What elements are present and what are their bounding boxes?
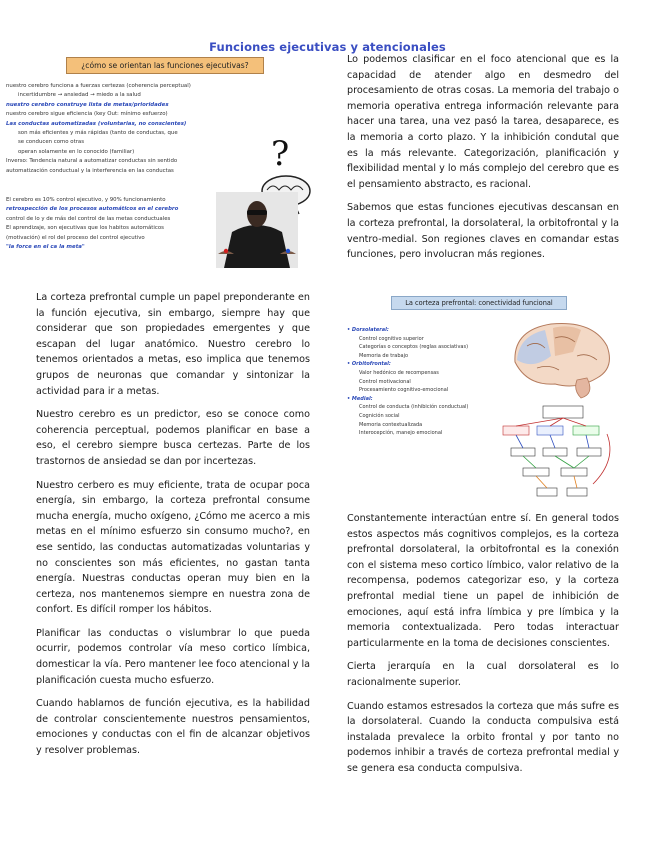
blue-pill-icon	[286, 249, 290, 253]
figure-bullet-list	[347, 326, 507, 438]
paragraph: Constantemente interactúan entre sí. En general todos estos aspectos más cognitivos complejos, es la corteza prefrontal dorsolateral, la orbitofrontal es la conexión con el sistema meso cortico límbico, valor relativo de la recompensa, podemos categorizar eso, y la corteza prefrontal medial tiene un papel de inhibición de emociones, aquí está infra límbica y pre límbica y la memoria contextualizada. Pero todas interactuar particularmente en la toma de decisiones conscientes.	[347, 513, 619, 649]
figure-executive-functions	[6, 57, 326, 267]
figure-bullet-item: El aprendizaje, son ejecutivas que los habitos automáticos	[6, 225, 164, 232]
figure-bullet-item: Interocepción, manejo emocional	[359, 430, 443, 437]
figure-bullet-item: Categorías o conceptos (reglas asociativas)	[359, 344, 469, 351]
paragraph: Nuestro cerbero es muy eficiente, trata de ocupar poca energía, sin embargo, la corteza prefrontal consume mucha energía, mucho oxígeno, ¿Cómo me acerco a mis metas en el mínimo esfuerzo sin consumo mucho?, en ese sentido, las conductas automatizadas voluntarias y no conscientes son más eficientes, no gastan tanta energía. Nuestras conductas operan muy bien en la certeza, nos mantenemos siempre en nuestra zona de confort. Es difícil romper los hábitos.	[36, 479, 310, 616]
left-text-column	[36, 290, 310, 767]
figure-bullet-item: nuestro cerebro funciona a fuerzas certezas (coherencia perceptual)	[6, 83, 191, 89]
figure-bullet-list	[6, 82, 246, 176]
figure-bullet-item: (motivación) el rol del proceso del control ejecutivo	[6, 234, 145, 241]
figure-heading: ¿cómo se orientan las funciones ejecutivas?	[66, 57, 264, 74]
paragraph: Lo podemos clasificar en el foco atencional que es la capacidad de atender algo en desmedro del procesamiento de otras cosas. La memoria del trabajo o memoria operativa entrega información relevante para hacer una tarea, una vez pasó la tarea, desaparece, es la memoria a corto plazo. Y la inhibición condutal que es la más relevante. Categorización, planificación y flexibilidad mental y lo más complejo del cerebro que es el pensamiento abstracto, es racional.	[347, 54, 619, 190]
right-text-column-top	[347, 52, 619, 271]
figure-bullet-item: • Medial:	[347, 395, 373, 402]
figure-bullet-item: nuestro cerebro sigue eficiencia (key Out: mínimo esfuerzo)	[6, 111, 168, 118]
figure-bullet-item: Memoria de trabajo	[359, 352, 409, 359]
figure-bullet-item: Control cognitivo superior	[359, 335, 424, 342]
figure-bullet-item: • Dorsolateral:	[347, 327, 389, 333]
figure-bullet-item: El cerebro es 10% control ejecutivo, y 90% funcionamiento	[6, 197, 166, 203]
paragraph: Planificar las conductas o vislumbrar lo que pueda ocurrir, podemos controlar vía meso cortico límbica, domesticar la vía. Pero mantener lee foco atencional y la planificación cuesta mucho esfuerzo.	[36, 627, 310, 686]
figure-bullet-list	[6, 196, 206, 252]
figure-bullet-item: "la force en el ca la meta"	[6, 244, 85, 251]
figure-bullet-item: Cognición social	[359, 412, 400, 419]
figure-bullet-item: nuestro cerebro construye lista de metas/prioridades	[6, 101, 169, 108]
figure-bullet-item: Inverso: Tendencia natural a automatizar conductas sin sentido	[6, 158, 178, 165]
figure-bullet-item: operan solamente en lo conocido (familiar)	[18, 148, 135, 155]
figure-bullet-item: se conducen como otras	[18, 139, 85, 146]
figure-bullet-item: Las conductas automatizadas (voluntarias, no conscientes)	[6, 120, 187, 127]
connectivity-diagram	[497, 404, 619, 500]
paragraph: Nuestro cerebro es un predictor, eso se conoce como coherencia perceptual, podemos planificar en base a eso, el cerebro siempre busca certezas. Parte de los trastornos de ansiedad se dan por incertezas.	[36, 409, 310, 467]
figure-bullet-item: Valor hedónico de recompensas	[359, 369, 439, 376]
figure-bullet-item: retrospección de los procesos automáticos en el cerebro	[6, 206, 179, 213]
figure-bullet-item: automatización conductual y la interferencia en las conductas	[6, 167, 174, 174]
figure-bullet-item: Control motivacional	[359, 378, 411, 385]
figure-bullet-item: Procesamiento cognitivo-emocional	[359, 387, 449, 394]
figure-bullet-item: • Orbitofrontal:	[347, 361, 391, 368]
paragraph: La corteza prefrontal cumple un papel preponderante en la función ejecutiva, sin embargo, siempre hay que considerar que son propiedades emergentes y que escapan del lugar anatómico. Nuestro cerebro lo tenemos orientados a metas, eso implica que tenemos grupos de neuronas que comandar y sintonizar la actividad para ir a metas.	[36, 292, 310, 397]
figure-bullet-item: son más eficientes y más rápidas (tanto de conductas, que	[18, 130, 178, 137]
red-pill-icon	[224, 249, 228, 253]
right-text-column-bottom	[347, 511, 619, 785]
figure-bullet-item: Control de conducta (inhibición conductual)	[359, 404, 469, 411]
paragraph: Cuando hablamos de función ejecutiva, es la habilidad de controlar conscientemente nuestros pensamientos, emociones y conductas con el fin de alcanzar objetivos y resolver problemas.	[36, 698, 310, 757]
paragraph: Cuando estamos estresados la corteza que más sufre es la dorsolateral. Cuando la conducta compulsiva está instalada prevalece la orbito frontal y por tanto no podemos inhibir a través de corteza prefrontal medial y se genera esa conducta compulsiva.	[347, 700, 619, 774]
figure-bullet-item: incertidumbre → ansiedad → miedo a la salud	[18, 92, 141, 99]
person-with-pills-photo	[216, 192, 298, 268]
paragraph: Sabemos que estas funciones ejecutivas descansan en la corteza prefrontal, la dorsolateral, la orbitofrontal y la ventro-medial. Son regiones claves en comandar estas funciones, pero involucran más regiones.	[347, 202, 619, 261]
figure-bullet-item: Memoria contextualizada	[359, 421, 423, 428]
figure-prefrontal-connectivity	[347, 296, 619, 501]
paragraph: Cierta jerarquía en la cual dorsolateral es lo racionalmente superior.	[347, 661, 619, 688]
brain-lateral-illustration	[507, 316, 615, 400]
figure-bullet-item: control de lo y de más del control de las metas conductuales	[6, 215, 171, 222]
figure-heading: La corteza prefrontal: conectividad funcional	[391, 296, 567, 310]
page-title: Funciones ejecutivas y atencionales	[209, 40, 446, 54]
sunglasses-icon	[247, 210, 267, 215]
question-mark-icon: ?	[271, 135, 290, 174]
